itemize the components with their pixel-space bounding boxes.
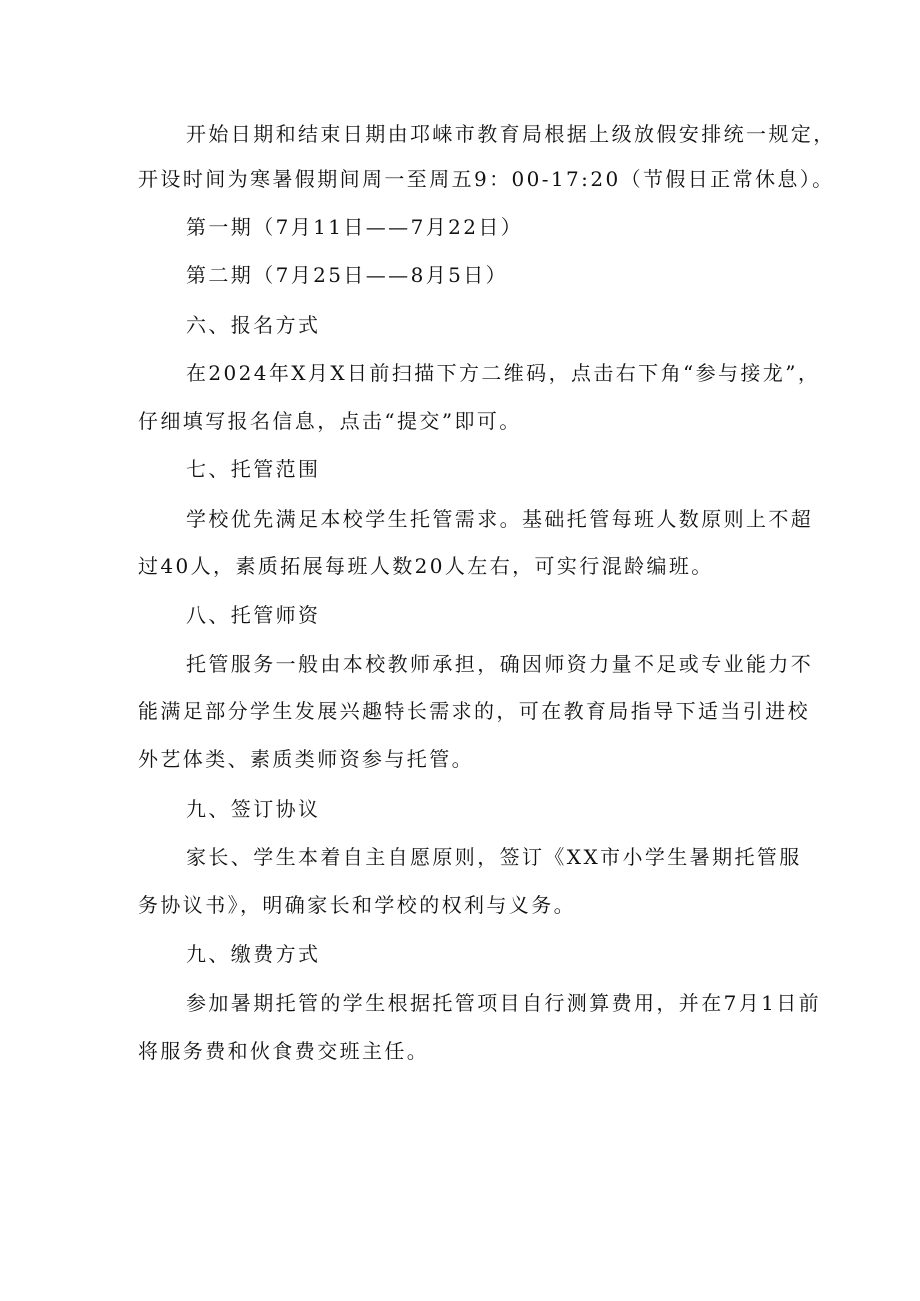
section-heading-payment: 九、缴费方式 xyxy=(186,942,321,966)
scope-line-2: 过40人，素质拓展每班人数20人左右，可实行混龄编班。 xyxy=(138,554,714,578)
teachers-line-2: 能满足部分学生发展兴趣特长需求的，可在教育局指导下适当引进校 xyxy=(138,699,810,723)
section-heading-teachers: 八、托管师资 xyxy=(186,603,321,627)
payment-line-1: 参加暑期托管的学生根据托管项目自行测算费用，并在7月1日前 xyxy=(186,991,822,1015)
period-two-line: 第二期（7月25日——8月5日） xyxy=(186,263,509,287)
period-one-line: 第一期（7月11日——7月22日） xyxy=(186,215,524,239)
payment-line-2: 将服务费和伙食费交班主任。 xyxy=(138,1039,430,1063)
section-heading-agreement: 九、签订协议 xyxy=(186,797,321,821)
agreement-line-2: 务协议书》，明确家长和学校的权利与义务。 xyxy=(138,893,576,917)
agreement-line-1: 家长、学生本着自主自愿原则，签订《XX市小学生暑期托管服 xyxy=(186,845,802,869)
section-heading-signup: 六、报名方式 xyxy=(186,313,321,337)
teachers-line-3: 外艺体类、素质类师资参与托管。 xyxy=(138,747,474,771)
teachers-line-1: 托管服务一般由本校教师承担，确因师资力量不足或专业能力不 xyxy=(186,652,814,676)
schedule-intro-line-2: 开设时间为寒暑假期间周一至周五9：00-17:20（节假日正常休息）。 xyxy=(138,167,835,191)
signup-method-line-2: 仔细填写报名信息，点击“提交”即可。 xyxy=(138,409,522,433)
signup-method-line-1: 在2024年X月X日前扫描下方二维码，点击右下角“参与接龙”， xyxy=(186,361,821,385)
schedule-intro-line-1: 开始日期和结束日期由邛崃市教育局根据上级放假安排统一规定， xyxy=(186,122,836,146)
section-heading-scope: 七、托管范围 xyxy=(186,457,321,481)
scope-line-1: 学校优先满足本校学生托管需求。基础托管每班人数原则上不超 xyxy=(186,507,814,531)
